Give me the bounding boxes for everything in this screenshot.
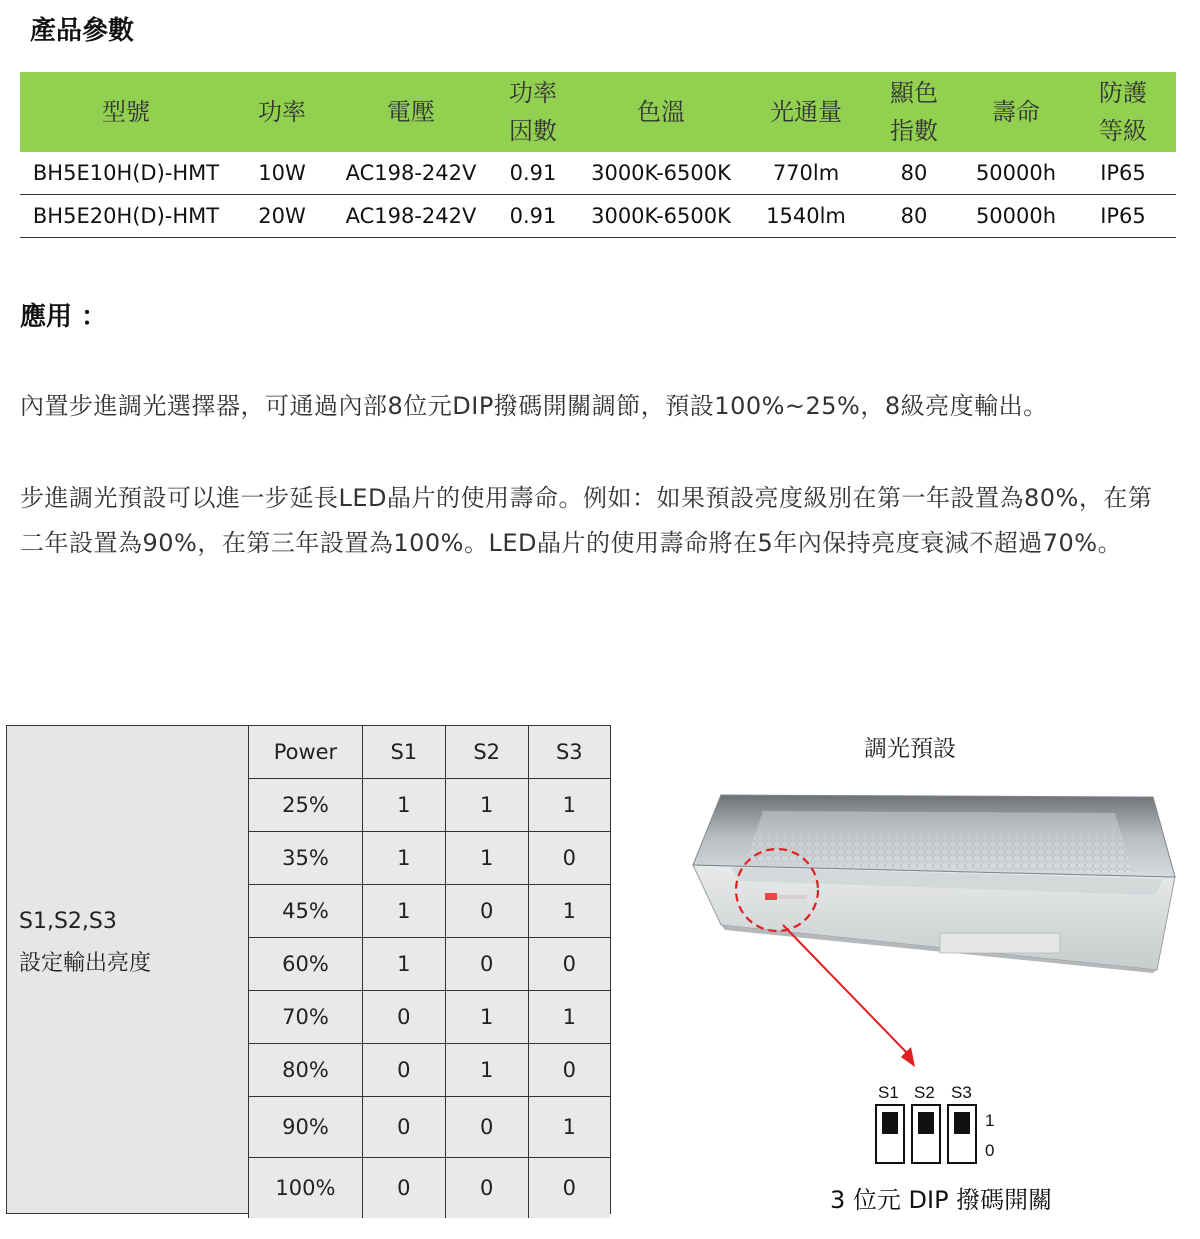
- table-row: [20, 195, 1176, 238]
- application-paragraph-1: 內置步進調光選擇器，可通過內部8位元DIP撥碼開關調節，預設100%~25%，8級亮度輸出。: [20, 392, 1048, 420]
- cell-ip-rating: IP65: [1070, 152, 1176, 195]
- header-s1: S1: [362, 726, 445, 778]
- dimming-label-switches: S1,S2,S3: [19, 909, 117, 934]
- cell-voltage: AC198-242V: [332, 152, 490, 195]
- cell-power: 60%: [249, 937, 363, 990]
- cell-s2: 1: [445, 990, 528, 1043]
- cell-s2: 0: [445, 1157, 528, 1218]
- table-row: [249, 1043, 611, 1096]
- header-power-factor: 功率 因數: [490, 72, 576, 152]
- cell-power: 100%: [249, 1157, 363, 1218]
- table-row: [249, 937, 611, 990]
- dimming-table-label-cell: [7, 726, 248, 1213]
- cell-power-factor: 0.91: [490, 152, 576, 195]
- product-params-title: 產品參數: [30, 16, 135, 46]
- application-title: 應用 ：: [20, 302, 108, 332]
- cell-s2: 0: [445, 884, 528, 937]
- cell-power-factor: 0.91: [490, 195, 576, 238]
- cell-power: 90%: [249, 1096, 363, 1157]
- switch-label-s1: S1: [878, 1083, 899, 1102]
- cell-s1: 1: [362, 884, 445, 937]
- cell-s3: 1: [528, 884, 610, 937]
- cell-model: BH5E20H(D)-HMT: [20, 195, 232, 238]
- cell-model: BH5E10H(D)-HMT: [20, 152, 232, 195]
- table-row: [249, 1096, 611, 1157]
- cell-s2: 1: [445, 778, 528, 831]
- cell-power: 35%: [249, 831, 363, 884]
- cell-s2: 1: [445, 1043, 528, 1096]
- cell-s1: 0: [362, 1043, 445, 1096]
- cell-s3: 1: [528, 1096, 610, 1157]
- dimming-table: [6, 725, 611, 1214]
- table-row: [249, 884, 611, 937]
- cell-s1: 1: [362, 937, 445, 990]
- dimming-grid: [248, 726, 610, 1218]
- cell-power: 25%: [249, 778, 363, 831]
- cell-luminous-flux: 1540lm: [746, 195, 866, 238]
- fixture-illustration: [685, 785, 1185, 1085]
- cell-luminous-flux: 770lm: [746, 152, 866, 195]
- header-model: 型號: [20, 72, 232, 152]
- cell-cri: 80: [866, 152, 962, 195]
- cell-s3: 0: [528, 1043, 610, 1096]
- table-row: [249, 831, 611, 884]
- header-s3: S3: [528, 726, 610, 778]
- header-s2: S2: [445, 726, 528, 778]
- cell-s1: 0: [362, 1096, 445, 1157]
- cell-cri: 80: [866, 195, 962, 238]
- header-lifetime: 壽命: [962, 72, 1070, 152]
- cell-s1: 1: [362, 778, 445, 831]
- application-paragraph-2-line-1: 步進調光預設可以進一步延長LED晶片的使用壽命。例如：如果預設亮度級別在第一年設置為80%，在第: [20, 484, 1153, 512]
- header-cri: 顯色 指數: [866, 72, 962, 152]
- dimming-header-row: [249, 726, 611, 778]
- cell-s3: 1: [528, 990, 610, 1043]
- switch-off-label: 0: [985, 1141, 995, 1160]
- cell-s2: 1: [445, 831, 528, 884]
- cell-s2: 0: [445, 1096, 528, 1157]
- application-paragraph-2-line-2: 二年設置為90%，在第三年設置為100%。LED晶片的使用壽命將在5年內保持亮度衰減不超過70%。: [20, 529, 1123, 557]
- cell-power: 70%: [249, 990, 363, 1043]
- cell-s3: 1: [528, 778, 610, 831]
- cell-power: 20W: [232, 195, 332, 238]
- cell-s2: 0: [445, 937, 528, 990]
- cell-lifetime: 50000h: [962, 195, 1070, 238]
- switch-label-s3: S3: [951, 1083, 972, 1102]
- header-power: 功率: [232, 72, 332, 152]
- switch-on-label: 1: [985, 1111, 995, 1130]
- cell-s3: 0: [528, 1157, 610, 1218]
- header-voltage: 電壓: [332, 72, 490, 152]
- cell-s3: 0: [528, 831, 610, 884]
- table-row: [249, 1157, 611, 1218]
- header-ip-rating: 防護 等級: [1070, 72, 1176, 152]
- spec-table: [20, 72, 1176, 238]
- dip-switch-spot: [765, 893, 777, 900]
- table-row: [20, 152, 1176, 195]
- cell-s1: 0: [362, 990, 445, 1043]
- header-luminous-flux: 光通量: [746, 72, 866, 152]
- header-power: Power: [249, 726, 363, 778]
- cell-color-temp: 3000K-6500K: [576, 195, 746, 238]
- cell-lifetime: 50000h: [962, 152, 1070, 195]
- cell-power: 80%: [249, 1043, 363, 1096]
- cell-voltage: AC198-242V: [332, 195, 490, 238]
- cell-color-temp: 3000K-6500K: [576, 152, 746, 195]
- dip-switch-icon: [874, 1104, 982, 1166]
- table-row: [249, 990, 611, 1043]
- spec-header-row: [20, 72, 1176, 152]
- fixture-label: [940, 933, 1060, 953]
- dimming-label-description: 設定輸出亮度: [19, 951, 152, 976]
- table-row: [249, 778, 611, 831]
- dimming-preset-title: 調光預設: [864, 736, 956, 762]
- cell-s1: 0: [362, 1157, 445, 1218]
- cell-power: 10W: [232, 152, 332, 195]
- dip-switch-caption: 3 位元 DIP 撥碼開關: [830, 1186, 1053, 1214]
- cell-power: 45%: [249, 884, 363, 937]
- cell-s3: 0: [528, 937, 610, 990]
- cell-s1: 1: [362, 831, 445, 884]
- cell-ip-rating: IP65: [1070, 195, 1176, 238]
- switch-label-s2: S2: [914, 1083, 935, 1102]
- header-color-temp: 色溫: [576, 72, 746, 152]
